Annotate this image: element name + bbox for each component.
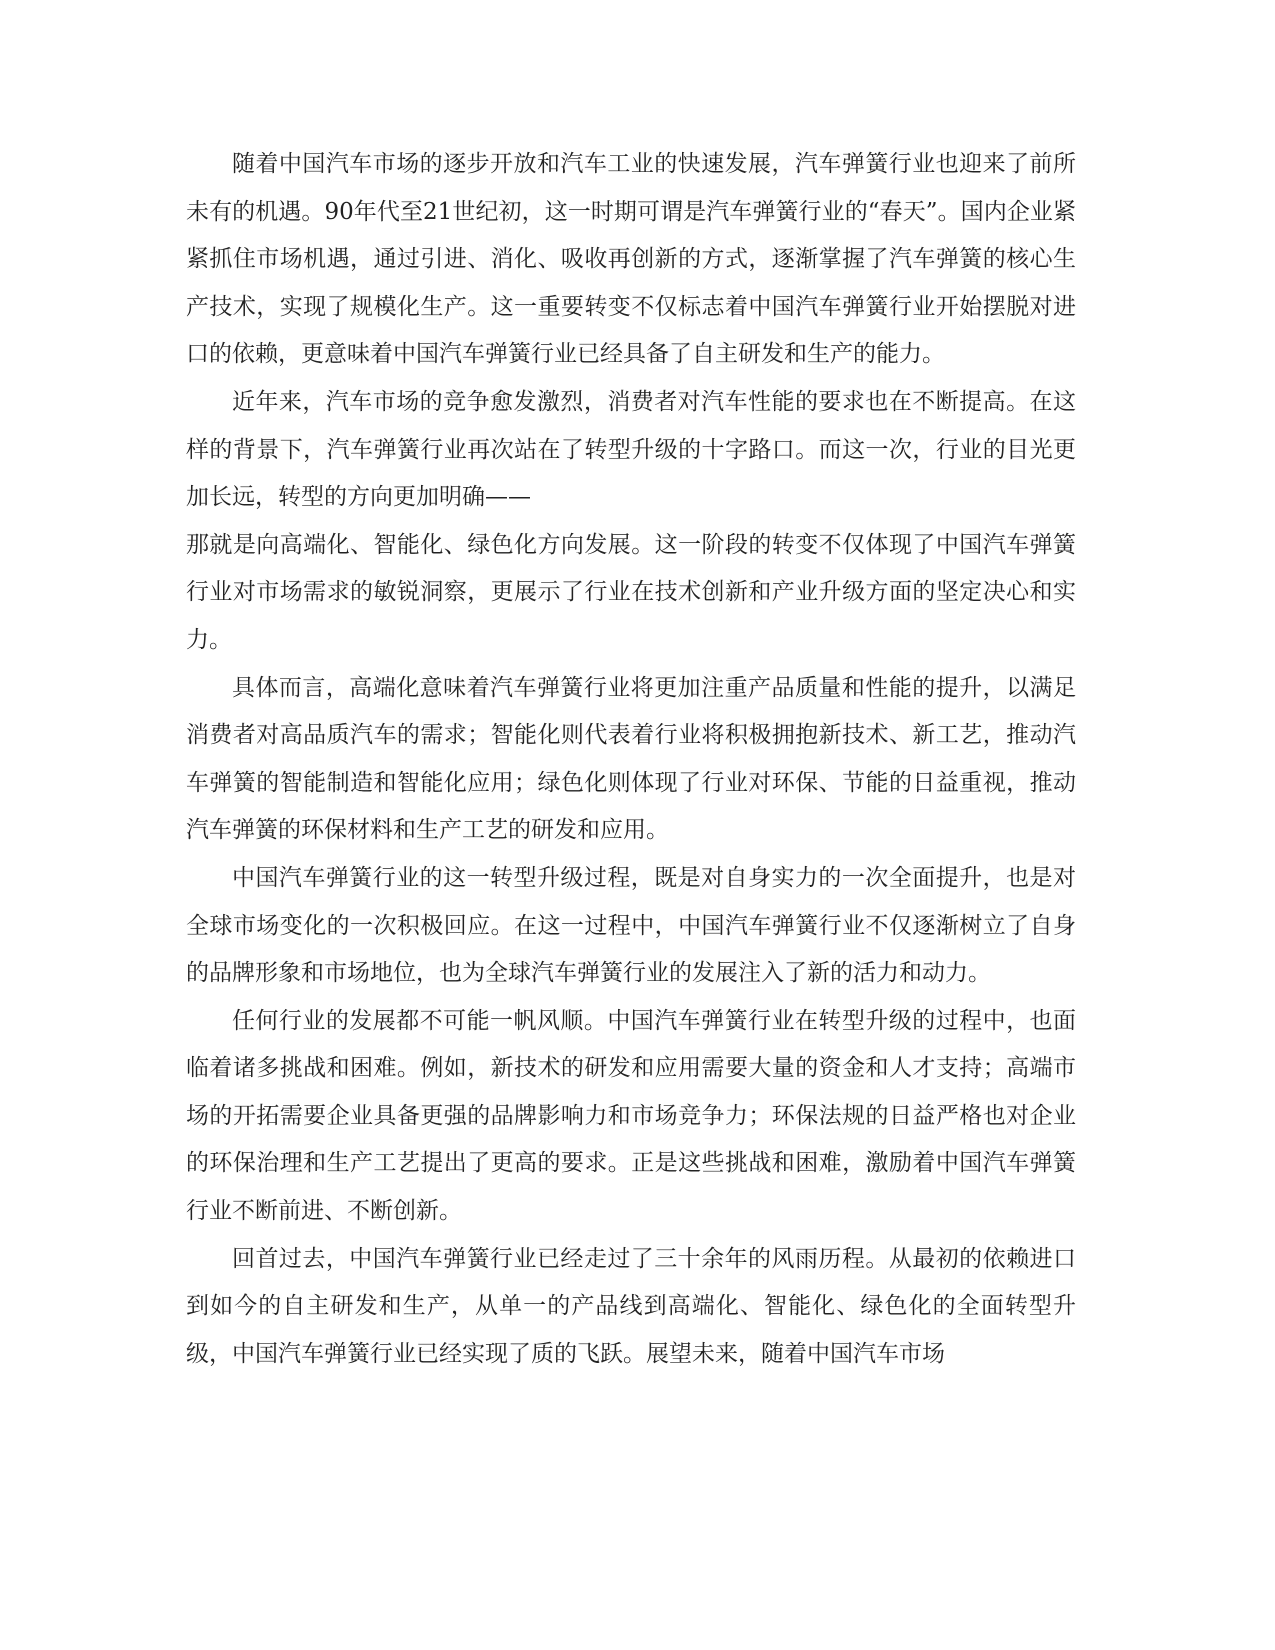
paragraph-2: 近年来，汽车市场的竞争愈发激烈，消费者对汽车性能的要求也在不断提高。在这样的背景下，汽车弹簧行业再次站在了转型升级的十字路口。而这一次，行业的目光更加长远，转型的方向更加明确—— [186,388,1076,511]
document-body [186,141,1076,1378]
paragraph-1: 随着中国汽车市场的逐步开放和汽车工业的快速发展，汽车弹簧行业也迎来了前所未有的机遇。90年代至21世纪初，这一时期可谓是汽车弹簧行业的“春天”。国内企业紧紧抓住市场机遇，通过引进、消化、吸收再创新的方式，逐渐掌握了汽车弹簧的核心生产技术，实现了规模化生产。这一重要转变不仅标志着中国汽车弹簧行业开始摆脱对进口的依赖，更意味着中国汽车弹簧行业已经具备了自主研发和生产的能力。 [186,151,1076,368]
paragraph-5: 中国汽车弹簧行业的这一转型升级过程，既是对自身实力的一次全面提升，也是对全球市场变化的一次积极回应。在这一过程中，中国汽车弹簧行业不仅逐渐树立了自身的品牌形象和市场地位，也为全球汽车弹簧行业的发展注入了新的活力和动力。 [186,864,1076,987]
paragraph-7: 回首过去，中国汽车弹簧行业已经走过了三十余年的风雨历程。从最初的依赖进口到如今的自主研发和生产，从单一的产品线到高端化、智能化、绿色化的全面转型升级，中国汽车弹簧行业已经实现了质的飞跃。展望未来，随着中国汽车市场 [186,1245,1076,1367]
paragraph-6: 任何行业的发展都不可能一帆风顺。中国汽车弹簧行业在转型升级的过程中，也面临着诸多挑战和困难。例如，新技术的研发和应用需要大量的资金和人才支持；高端市场的开拓需要企业具备更强的品牌影响力和市场竞争力；环保法规的日益严格也对企业的环保治理和生产工艺提出了更高的要求。正是这些挑战和困难，激励着中国汽车弹簧行业不断前进、不断创新。 [186,1007,1076,1225]
paragraph-3: 那就是向高端化、智能化、绿色化方向发展。这一阶段的转变不仅体现了中国汽车弹簧行业对市场需求的敏锐洞察，更展示了行业在技术创新和产业升级方面的坚定决心和实力。 [186,531,1076,653]
paragraph-4: 具体而言，高端化意味着汽车弹簧行业将更加注重产品质量和性能的提升，以满足消费者对高品质汽车的需求；智能化则代表着行业将积极拥抱新技术、新工艺，推动汽车弹簧的智能制造和智能化应用；绿色化则体现了行业对环保、节能的日益重视，推动汽车弹簧的环保材料和生产工艺的研发和应用。 [186,674,1076,844]
